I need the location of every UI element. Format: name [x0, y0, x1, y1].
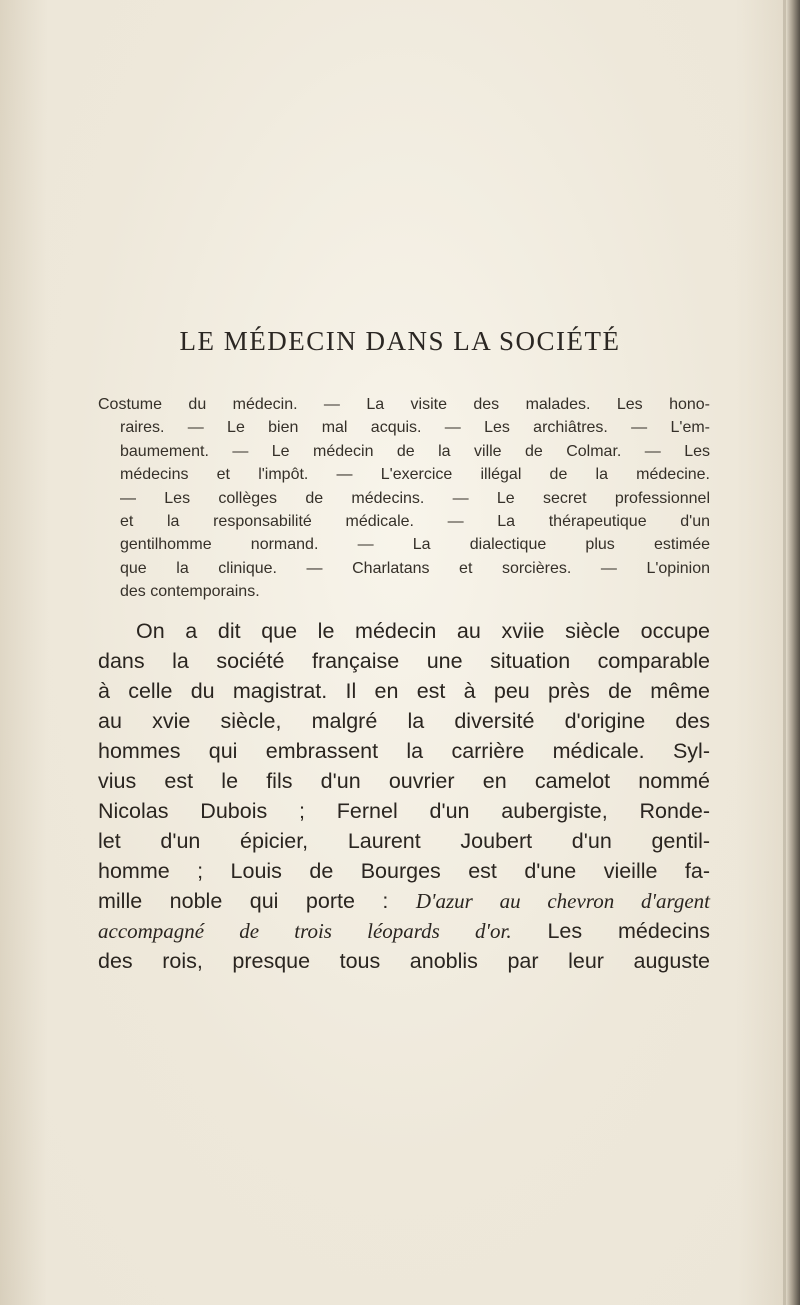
- book-page-edge: [786, 0, 800, 1305]
- body-line: let d'un épicier, Laurent Joubert d'un gentil-: [98, 829, 710, 853]
- summary-line: médecins et l'impôt. — L'exercice illégal de la médecine.: [120, 466, 710, 484]
- summary-line: que la clinique. — Charlatans et sorcières. — L'opinion: [120, 559, 710, 577]
- body-line: Nicolas Dubois ; Fernel d'un aubergiste, Ronde-: [98, 799, 710, 823]
- body-line: hommes qui embrassent la carrière médicale. Syl-: [98, 739, 710, 763]
- body-line: dans la société française une situation comparable: [98, 649, 710, 673]
- summary-line: baumement. — Le médecin de la ville de Colmar. — Les: [120, 442, 710, 460]
- body-line: mille noble qui porte :: [98, 889, 416, 913]
- summary-line: des contemporains.: [120, 583, 260, 601]
- body-line: vius est le fils d'un ouvrier en camelot nommé: [98, 769, 710, 793]
- motto-italic: D'azur au chevron d'argent: [415, 889, 710, 913]
- chapter-summary: [98, 393, 710, 604]
- summary-line: — Les collèges de médecins. — Le secret professionnel: [120, 489, 710, 507]
- body-line: à celle du magistrat. Il en est à peu près de même: [98, 679, 710, 703]
- chapter-title: LE MÉDECIN DANS LA SOCIÉTÉ: [179, 326, 621, 356]
- body-line: au xvie siècle, malgré la diversité d'origine des: [98, 709, 710, 733]
- summary-line: et la responsabilité médicale. — La thérapeutique d'un: [120, 513, 710, 531]
- body-line-with-motto: [98, 886, 710, 916]
- body-line: des rois, presque tous anoblis par leur auguste: [98, 949, 710, 973]
- summary-line: gentilhomme normand. — La dialectique plus estimée: [120, 536, 710, 554]
- body-line: On a dit que le médecin au xviie siècle occupe: [136, 619, 710, 643]
- body-paragraph: [98, 616, 710, 976]
- body-line-with-motto: [98, 916, 710, 946]
- summary-line: Costume du médecin. — La visite des malades. Les hono-: [98, 396, 710, 413]
- summary-line: raires. — Le bien mal acquis. — Les archiâtres. — L'em-: [120, 419, 710, 437]
- body-line: Les médecins: [511, 919, 710, 943]
- body-line: homme ; Louis de Bourges est d'une vieille fa-: [98, 859, 710, 883]
- motto-italic: accompagné de trois léopards d'or.: [98, 919, 512, 943]
